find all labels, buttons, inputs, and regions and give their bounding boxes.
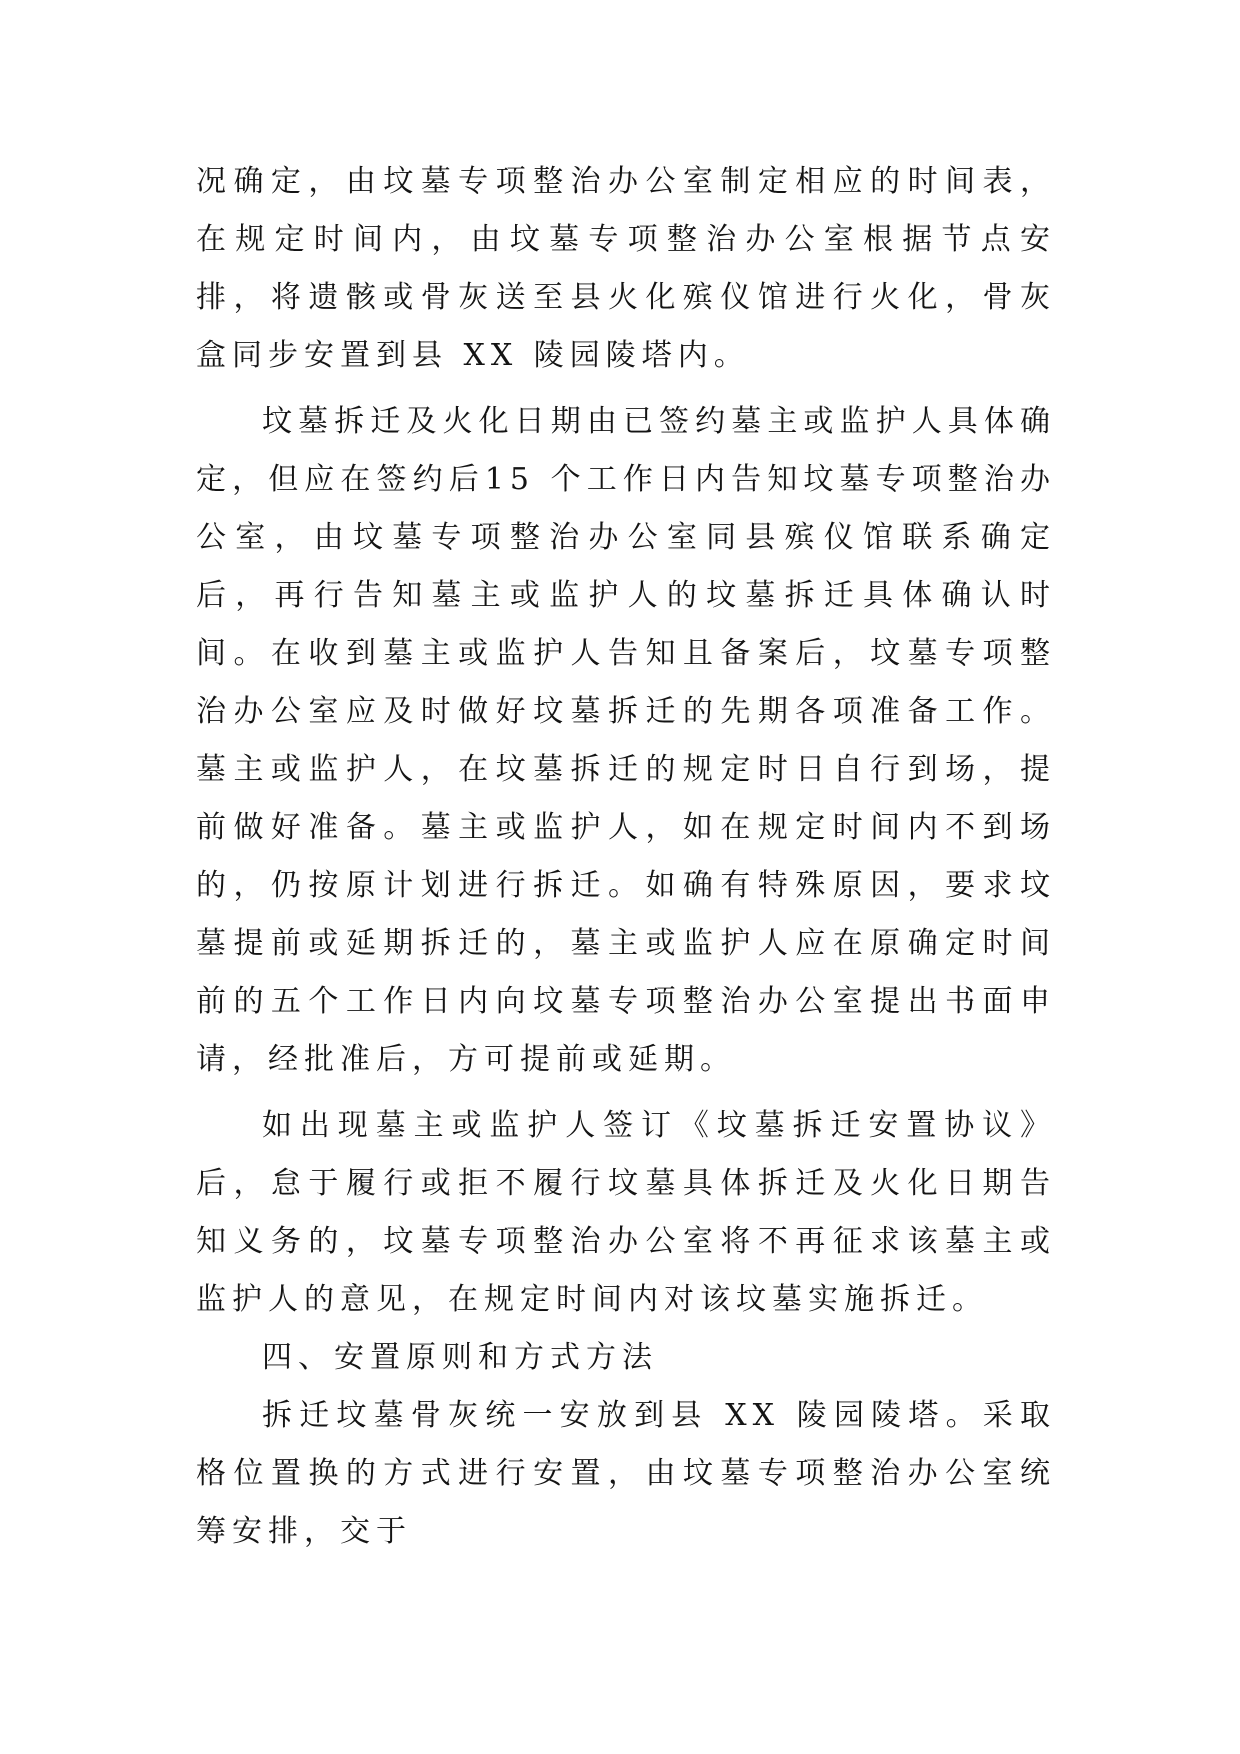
paragraph-agreement-default: 如出现墓主或监护人签订《坟墓拆迁安置协议》后，怠于履行或拒不履行坟墓具体拆迁及火化日期告知义务的，坟墓专项整治办公室将不再征求该墓主或监护人的意见，在规定时间内对该坟墓实施拆迁。	[196, 1108, 1056, 1317]
section-heading-placement-principles: 四、安置原则和方式方法	[262, 1340, 658, 1375]
paragraph-relocation-date: 坟墓拆迁及火化日期由已签约墓主或监护人具体确定，但应在签约后15 个工作日内告知坟墓专项整治办公室，由坟墓专项整治办公室同县殡仪馆联系确定后，再行告知墓主或监护人的坟墓拆迁具体确认时间。在收到墓主或监护人告知且备案后，坟墓专项整治办公室应及时做好坟墓拆迁的先期各项准备工作。墓主或监护人，在坟墓拆迁的规定时日自行到场，提前做好准备。墓主或监护人，如在规定时间内不到场的，仍按原计划进行拆迁。如确有特殊原因，要求坟墓提前或延期拆迁的，墓主或监护人应在原确定时间前的五个工作日内向坟墓专项整治办公室提出书面申请，经批准后，方可提前或延期。	[196, 404, 1056, 1077]
document-body	[196, 153, 1056, 1569]
paragraph-placement-method: 拆迁坟墓骨灰统一安放到县 XX 陵园陵塔。采取格位置换的方式进行安置，由坟墓专项整治办公室统筹安排，交于	[196, 1398, 1056, 1549]
paragraph-continued: 况确定，由坟墓专项整治办公室制定相应的时间表，在规定时间内，由坟墓专项整治办公室根据节点安排，将遗骸或骨灰送至县火化殡仪馆进行火化，骨灰盒同步安置到县 XX 陵园陵塔内。	[196, 164, 1056, 373]
